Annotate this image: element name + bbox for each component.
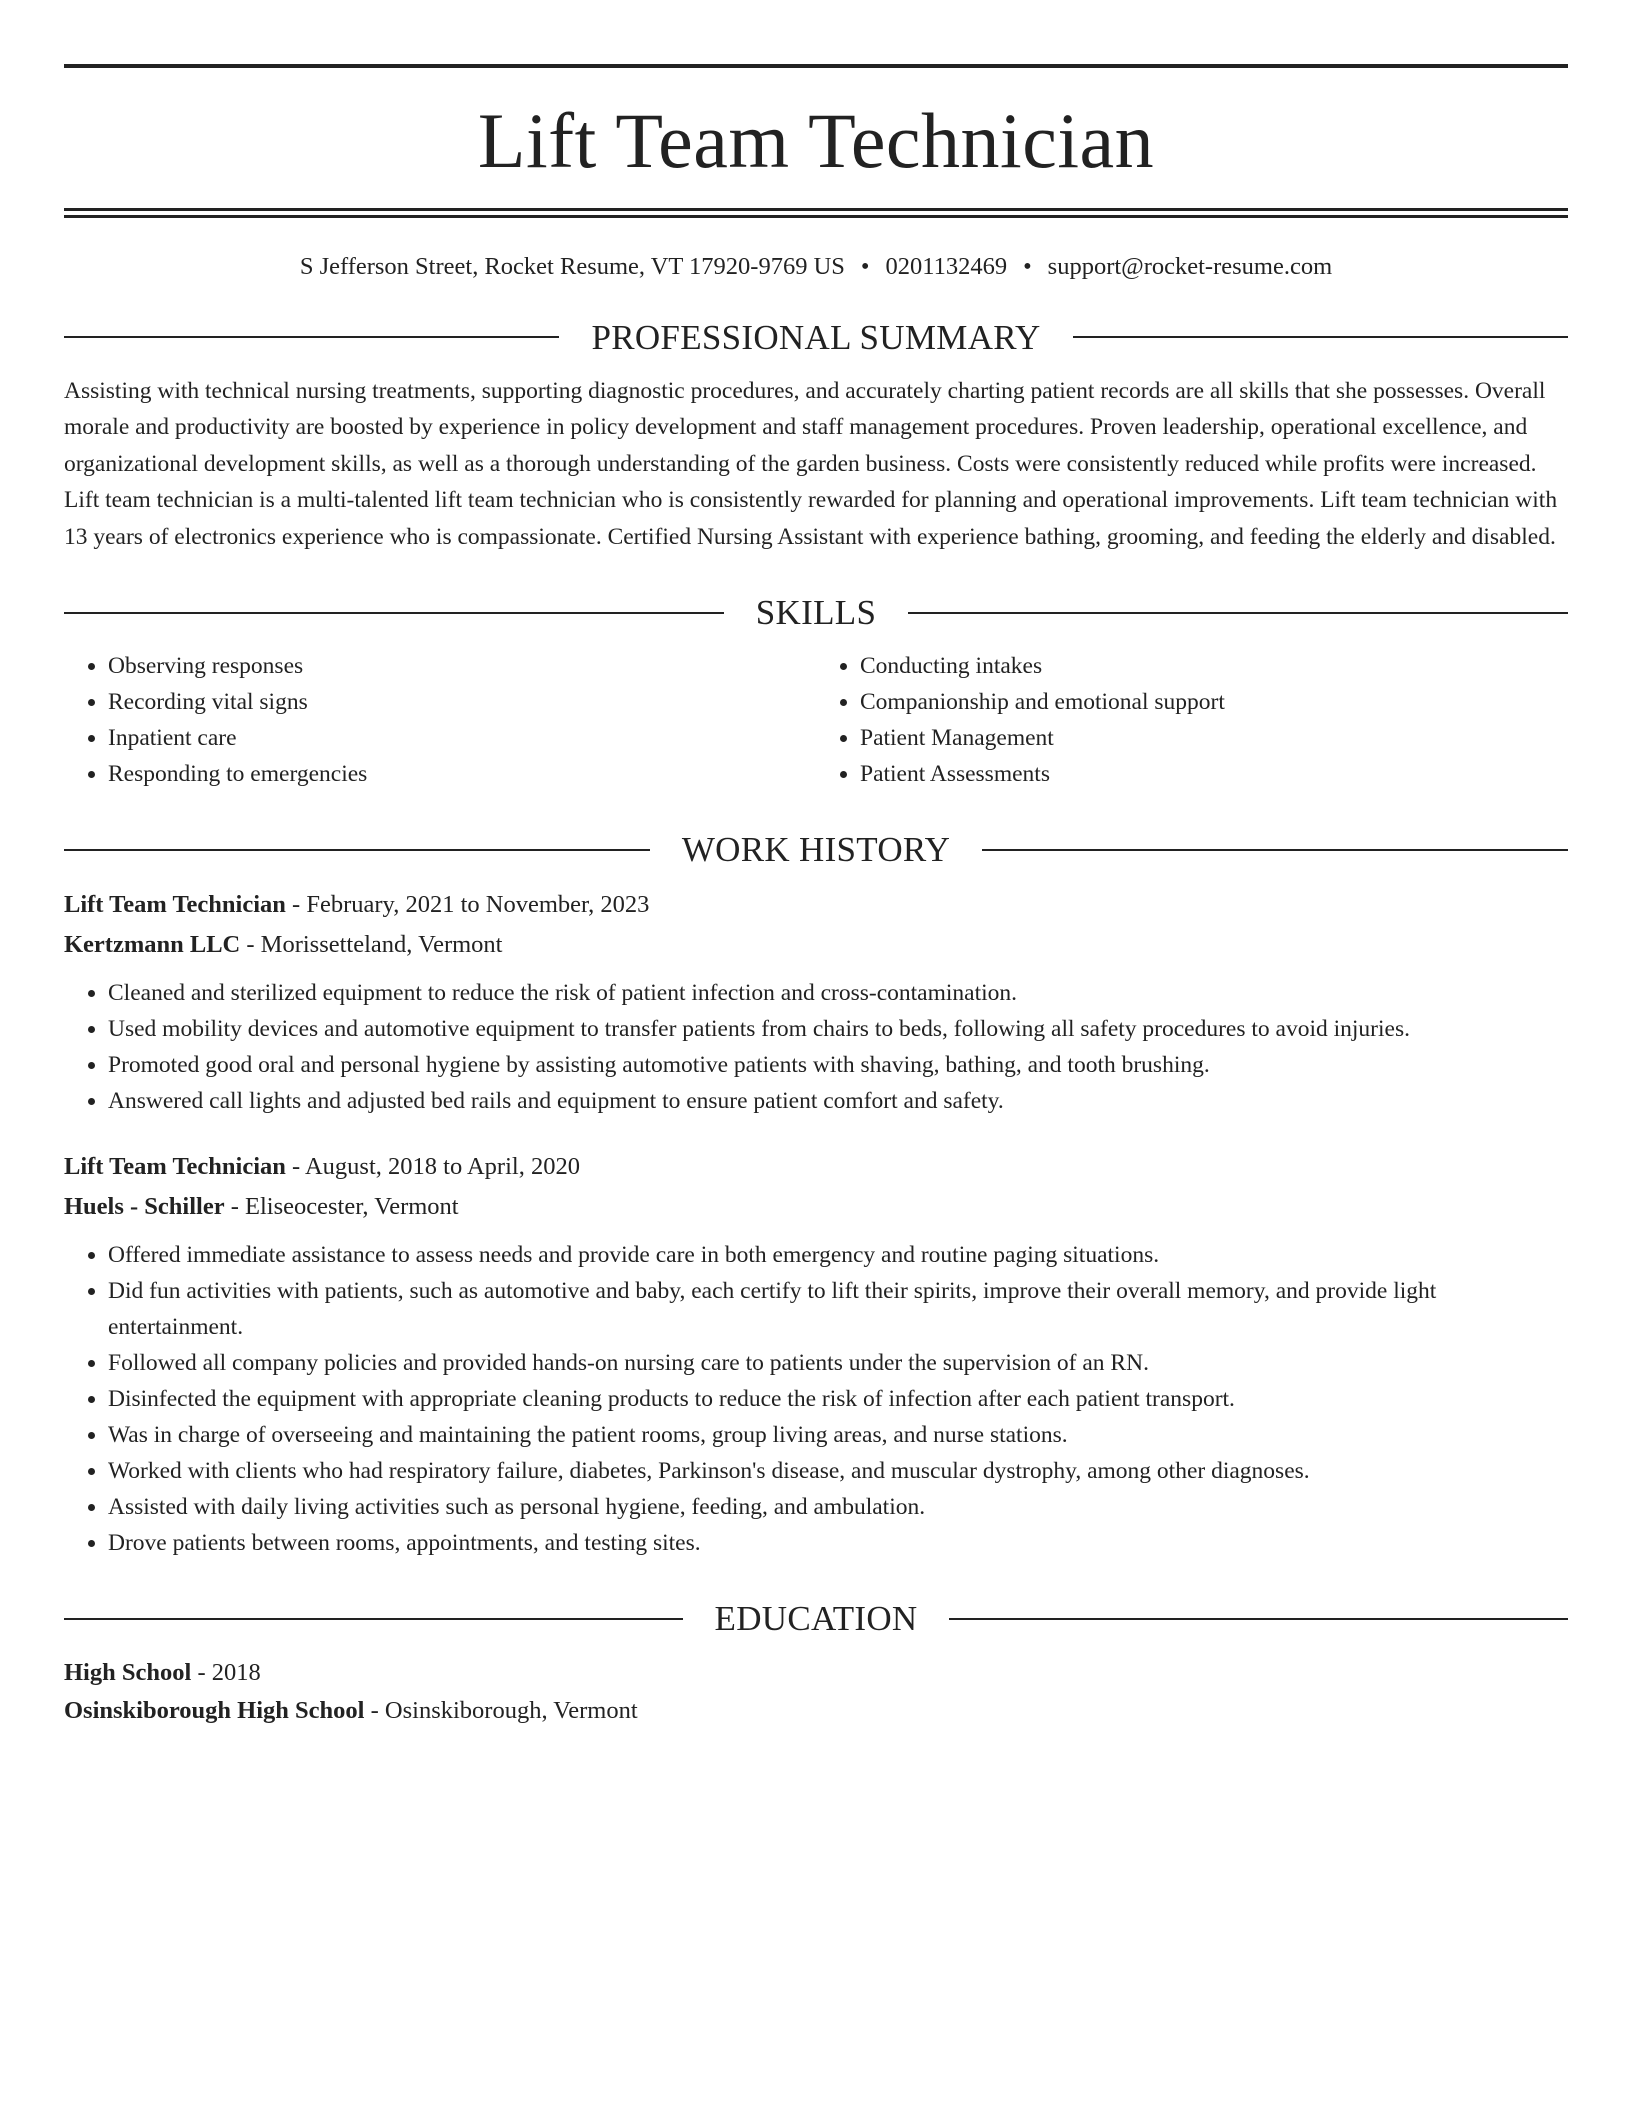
skills-column-right [816,648,1568,792]
job-bullet: • Cleaned and sterilized equipment to reduce the risk of patient infection and cross-contamination. [108,975,1568,1011]
contact-separator: • [860,253,870,280]
contact-separator: • [1023,253,1032,280]
job-bullet: • Offered immediate assistance to assess needs and provide care in both emergency and routine paging situations. [108,1237,1568,1273]
job-title-line: Lift Team Technician - August, 2018 to April, 2020 [64,1153,580,1180]
skill-item: • Patient Management [860,720,1568,756]
job-title: Lift Team Technician [64,891,286,918]
summary-text: Assisting with technical nursing treatments, supporting diagnostic procedures, and accurately charting patient records are all skills that she possesses. Overall morale and productivity are boosted by experience in policy development and staff management procedures. Proven leadership, operational excellence, and organizational development skills, as well as a thorough understanding of the garden business. Costs were consistently reduced while profits were increased. Lift team technician is a multi-talented lift team technician who is consistently rewarded for planning and operational improvements. Lift team technician with 13 years of electronics experience who is compassionate. Certified Nursing Assistant with experience bathing, grooming, and feeding the elderly and disabled. [64,377,1558,550]
skills-heading [64,595,1568,630]
job-title: Lift Team Technician [64,1153,286,1180]
skills-list [64,648,1568,792]
contact-address: S Jefferson Street, Rocket Resume, VT 17920-9769 US [299,253,845,280]
heading-rule [1073,336,1568,338]
job-company-line: Huels - Schiller - Eliseocester, Vermont [64,1193,459,1220]
job-bullet: • Drove patients between rooms, appointments, and testing sites. [108,1525,1568,1561]
job-dates: August, 2018 to April, 2020 [304,1153,580,1180]
job-bullet: • Worked with clients who had respiratory failure, diabetes, Parkinson's disease, and muscular dystrophy, among other diagnoses. [108,1453,1568,1489]
heading-rule [64,336,559,338]
education-heading [64,1601,1568,1636]
job-entry [64,1147,1568,1561]
skill-item: • Conducting intakes [860,648,1568,684]
skills-title: SKILLS [755,593,877,632]
contact-email: support@rocket-resume.com [1047,253,1333,280]
work-heading [64,832,1568,867]
heading-rule [982,849,1568,851]
skill-item: • Companionship and emotional support [860,684,1568,720]
job-company: Kertzmann LLC [64,931,241,958]
heading-rule [949,1618,1568,1620]
job-bullet: • Answered call lights and adjusted bed rails and equipment to ensure patient comfort and safety. [108,1083,1568,1119]
heading-rule [64,612,724,614]
job-bullet: • Was in charge of overseeing and maintaining the patient rooms, group living areas, and nurse stations. [108,1417,1568,1453]
job-bullet: • Assisted with daily living activities such as personal hygiene, feeding, and ambulation. [108,1489,1568,1525]
heading-rule [64,849,650,851]
job-bullet: • Followed all company policies and provided hands-on nursing care to patients under the supervision of an RN. [108,1345,1568,1381]
job-bullet: • Used mobility devices and automotive equipment to transfer patients from chairs to beds, following all safety procedures to avoid injuries. [108,1011,1568,1047]
education-degree: High School [64,1659,192,1686]
job-bullet: • Did fun activities with patients, such as automotive and baby, each certify to lift their spirits, improve their overall memory, and provide light entertainment. [108,1273,1568,1345]
candidate-name: Lift Team Technician [477,97,1155,184]
job-company-line: Kertzmann LLC - Morissetteland, Vermont [64,931,503,958]
education-school: Osinskiborough High School [64,1697,365,1724]
heading-rule [64,1618,683,1620]
contact-phone: 0201132469 [885,253,1008,280]
education-year: 2018 [211,1659,261,1686]
education-title: EDUCATION [714,1599,918,1638]
contact-line [64,255,1568,280]
skill-item: • Observing responses [108,648,816,684]
skills-column-left [64,648,816,792]
skill-item: • Inpatient care [108,720,816,756]
education-location: Osinskiborough, Vermont [384,1697,638,1724]
job-bullet: • Promoted good oral and personal hygiene by assisting automotive patients with shaving, bathing, and tooth brushing. [108,1047,1568,1083]
job-bullets [64,975,1568,1119]
job-entry [64,885,1568,1119]
heading-rule [908,612,1568,614]
job-bullets [64,1237,1568,1561]
skill-item: • Recording vital signs [108,684,816,720]
double-rule [64,208,1568,218]
top-rule [64,64,1568,68]
work-title: WORK HISTORY [681,830,951,869]
job-dates: February, 2021 to November, 2023 [306,891,650,918]
job-location: Morissetteland, Vermont [260,931,503,958]
education-school-line: Osinskiborough High School - Osinskiborough, Vermont [64,1697,638,1724]
summary-heading [64,317,1568,357]
job-location: Eliseocester, Vermont [245,1193,459,1220]
summary-title: PROFESSIONAL SUMMARY [591,317,1041,357]
job-title-line: Lift Team Technician - February, 2021 to November, 2023 [64,891,650,918]
job-bullet: • Disinfected the equipment with appropriate cleaning products to reduce the risk of infection after each patient transport. [108,1381,1568,1417]
job-company: Huels - Schiller [64,1193,225,1220]
skill-item: • Responding to emergencies [108,756,816,792]
education-degree-line: High School - 2018 [64,1659,261,1686]
skill-item: • Patient Assessments [860,756,1568,792]
